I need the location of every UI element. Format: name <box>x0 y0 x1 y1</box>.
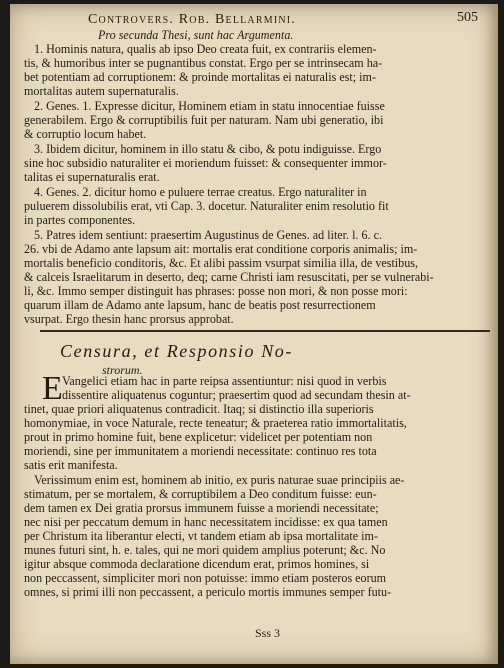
text-line: tis, & humoribus inter se pugnantibus constat. Ergo per se intrinsecam ha- <box>24 56 383 70</box>
text-line: generabilem. Ergo & corruptibilis fuit per naturam. Nam ubi generatio, ibi <box>24 113 384 127</box>
text-line: dissentire aliquatenus coguntur; praesertim quod ad secundam thesin at- <box>62 388 411 402</box>
text-line: mortalis beneficio conditoris, &c. Et alibi passim vsurpat similia illa, de vestibus, <box>24 256 418 270</box>
text-line: prout in primo homine fuit, bene explicetur: videlicet per potentiam non <box>24 430 373 444</box>
text-line: Verissimum enim est, hominem ab initio, ex puris naturae suae principiis ae- <box>34 473 405 487</box>
text-line: homonymiae, in voce Naturale, recte teneatur; & praeterea ratio immortalitatis, <box>24 416 407 430</box>
text-line: 1. Hominis natura, qualis ab ipso Deo creata fuit, ex contrariis elemen- <box>34 42 377 56</box>
page-number: 505 <box>457 10 478 25</box>
text-line: Vangelici etiam hac in parte reipsa assentiuntur: nisi quod in verbis <box>62 374 387 388</box>
text-line: mortalitas autem supernaturalis. <box>24 84 179 98</box>
text-line: & calceis Israelitarum in deserto, deq; carne Christi iam resuscitati, per se vulnerabi- <box>24 270 434 284</box>
text-line: dem tamen ex Dei gratia prorsus immunem fuisse a moriendi necessitate; <box>24 501 379 515</box>
text-line: moriendi, sine per immunitatem a moriendi necessitate: continuo res tota <box>24 444 377 458</box>
text-line: li, &c. Immo semper distinguit has phrases: posse non mori, & non posse mori: <box>24 284 408 298</box>
text-line: tinet, quae priori aliquatenus contradicit. Itaq; si distinctio illa superioris <box>24 402 374 416</box>
text-line: 5. Patres idem sentiunt: praesertim Augustinus de Genes. ad liter. l. 6. c. <box>34 228 382 242</box>
text-line: 2. Genes. 1. Expresse dicitur, Hominem etiam in statu innocentiae fuisse <box>34 99 385 113</box>
drop-cap: E <box>42 370 63 407</box>
text-line: non peccassent, simpliciter mori non potuisse: immo etiam posteros eorum <box>24 571 387 585</box>
running-header <box>88 12 478 28</box>
section-title-continuation: strorum. <box>102 363 143 377</box>
text-line: 26. vbi de Adamo ante lapsum ait: mortalis erat conditione corporis animalis; im- <box>24 242 418 256</box>
section-subtitle: Pro secunda Thesi, sunt hac Argumenta. <box>98 28 294 42</box>
text-line: munes futuri sint, h. e. tales, qui ne mori quidem amplius poterunt; &c. No <box>24 543 386 557</box>
text-line: 4. Genes. 2. dicitur homo e puluere terrae creatus. Ergo naturaliter in <box>34 185 367 199</box>
signature-mark: Sss 3 <box>255 626 281 640</box>
text-line: nec nisi per peccatum demum in hanc necessitatem incidisse: ex qua tamen <box>24 515 388 529</box>
section-divider <box>40 330 490 332</box>
text-line: sine hoc subsidio naturaliter ei moriendum fuisset: & consequenter immor- <box>24 156 387 170</box>
text-line: quarum illam de Adamo ante lapsum, hanc de beatis post resurrectionem <box>24 298 376 312</box>
text-line: talitas ei supernaturalis erat. <box>24 170 160 184</box>
text-line: 3. Ibidem dicitur, hominem in illo statu & cibo, & potu indiguisse. Ergo <box>34 142 382 156</box>
text-line: stimatum, per se mortalem, & corruptibilem a Deo conditum fuisse: eun- <box>24 487 377 501</box>
section-title: Censura, et Responsio No- <box>60 341 293 361</box>
text-line: in partes componentes. <box>24 213 136 227</box>
text-line: & corruptio locum habet. <box>24 127 147 141</box>
book-page <box>10 4 498 664</box>
text-line: igitur absque commoda declaratione dicendum erat, primos homines, si <box>24 557 370 571</box>
text-line: omnes, si primi illi non peccassent, a periculo mortis immunes semper futu- <box>24 585 392 599</box>
text-line: per Christum ita liberantur electi, vt tandem etiam ab ipsa mortalitate im- <box>24 529 378 543</box>
text-line: vsurpat. Ergo thesin hanc prorsus approbat. <box>24 312 234 326</box>
text-line: puluerem dissolubilis erat, vti Cap. 3. docetur. Naturaliter enim resolutio fit <box>24 199 389 213</box>
text-line: bet potentiam ad corruptionem: & proinde mortalitas ei naturalis est; im- <box>24 70 376 84</box>
text-line: satis erit manifesta. <box>24 458 118 472</box>
running-title: Controvers. Rob. Bellarmini. <box>88 12 297 27</box>
